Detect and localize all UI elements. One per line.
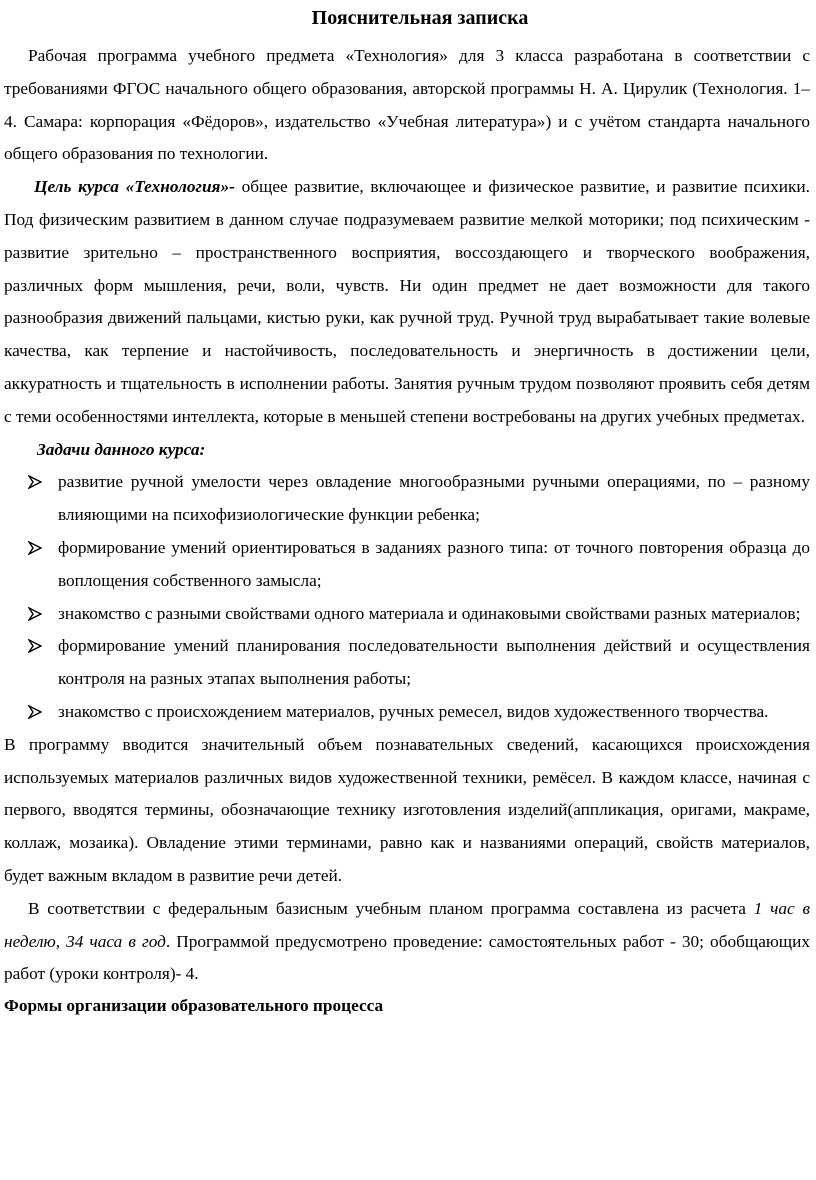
program-info-paragraph: В программу вводится значительный объем познавательных сведений, касающихся происхождения используемых материалов различных видов художественной техники, ремёсел. В каждом классе, начиная с первого, вводятся термины, обозначающие технику изготовления изделий(аппликация, оригами, макраме, коллаж, мозаика). Овладение этими терминами, равно как и названиями операций, свойств материалов, будет важным вкладом в развитие речи детей. — [4, 734, 810, 885]
arrowhead-bullet-icon — [28, 541, 42, 555]
plan-suffix: . Программой предусмотрено проведение: самостоятельных работ - 30; обобщающих работ (уроки контроля)- 4. — [4, 931, 810, 984]
list-item-text: формирование умений ориентироваться в заданиях разного типа: от точного повторения образца до воплощения собственного замысла; — [58, 537, 810, 590]
plan-prefix: В соответствии с федеральным базисным учебным планом программа составлена из расчета — [28, 898, 754, 918]
list-item — [4, 630, 810, 696]
list-item-text: формирование умений планирования последовательности выполнения действий и осуществления контроля на разных этапах выполнения работы; — [58, 636, 810, 689]
forms-heading: Формы организации образовательного процесса — [4, 996, 384, 1016]
page-title: Пояснительная записка — [311, 7, 529, 29]
goal-paragraph — [4, 171, 810, 433]
tasks-heading: Задачи данного курса: — [37, 439, 206, 459]
list-item-text: знакомство с происхождением материалов, ручных ремесел, видов художественного творчества. — [58, 701, 769, 721]
list-item-text: знакомство с разными свойствами одного материала и одинаковыми свойствами разных материалов; — [58, 603, 801, 623]
arrowhead-bullet-icon — [28, 607, 42, 621]
list-item — [4, 696, 810, 729]
goal-heading: Цель курса «Технология»- — [34, 177, 235, 197]
arrowhead-bullet-icon — [28, 639, 42, 653]
list-item — [4, 466, 810, 532]
list-item-text: развитие ручной умелости через овладение многообразными ручными операциями, по – разному влияющими на психофизиологические функции ребенка; — [58, 472, 810, 525]
arrowhead-bullet-icon — [28, 705, 42, 719]
plan-hours: 1 час в неделю, 34 часа в год — [4, 898, 810, 951]
list-item — [4, 532, 810, 598]
goal-text: общее развитие, включающее и физическое развитие, и развитие психики. Под физическим развитием в данном случае подразумеваем развитие мелкой моторики; под психическим - развитие зрительно – пространственного восприятия, воссоздающего и творческого воображения, различных форм мышления, речи, воли, чувств. Ни один предмет не дает возможности для такого разнообразия движений пальцами, кистью руки, как ручной труд. Ручной труд вырабатывает такие волевые качества, как терпение и настойчивость, последовательность и энергичность в достижении цели, аккуратность и тщательность в исполнении работы. Занятия ручным трудом позволяют проявить себя детям с теми особенностями интеллекта, которые в меньшей степени востребованы на других учебных предметах. — [4, 177, 810, 426]
intro-paragraph: Рабочая программа учебного предмета «Технология» для 3 класса разработана в соответствии с требованиями ФГОС начального общего образования, авторской программы Н. А. Цирулик (Технология. 1–4. Самара: корпорация «Фёдоров», издательство «Учебная литература») и с учётом стандарта начального общего образования по технологии. — [4, 46, 810, 164]
tasks-list — [4, 466, 810, 728]
plan-paragraph — [4, 893, 810, 991]
list-item — [4, 598, 810, 631]
arrowhead-bullet-icon — [28, 475, 42, 489]
